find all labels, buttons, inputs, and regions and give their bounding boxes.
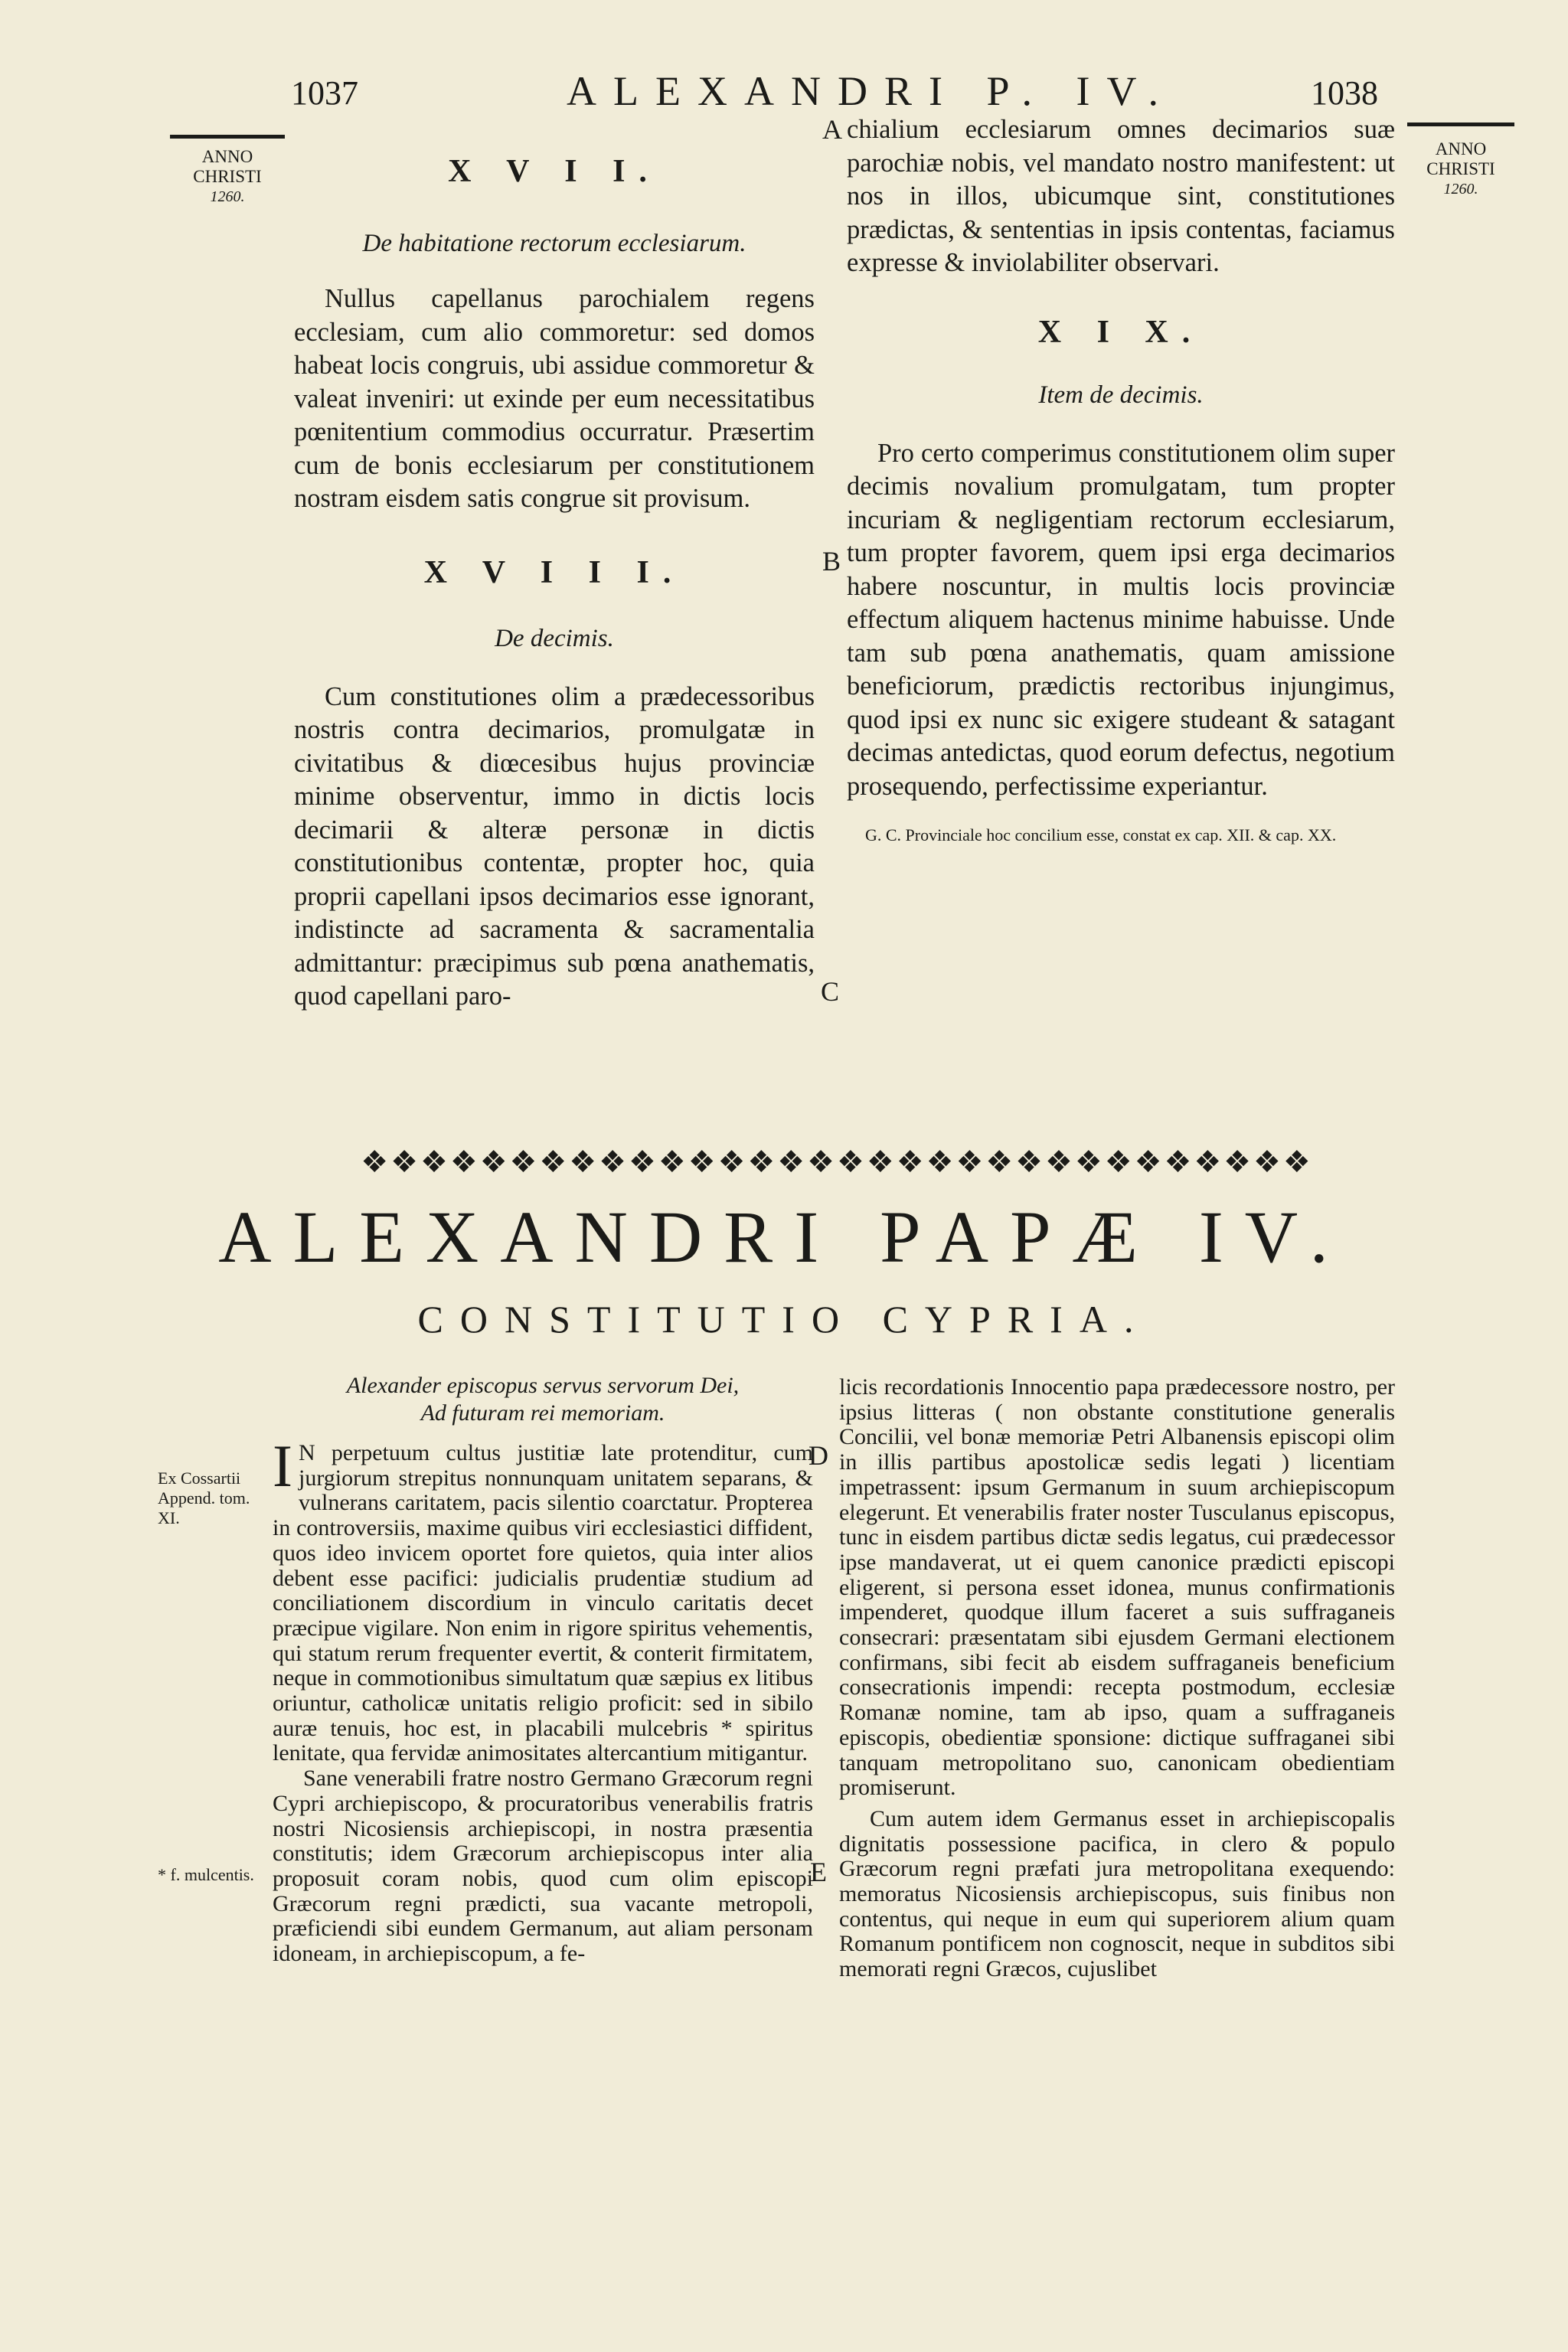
margin-letter-d: D [808,1440,828,1471]
ornament-glyphs: ❖❖❖❖❖❖❖❖❖❖❖❖❖❖❖❖❖❖❖❖❖❖❖❖❖❖❖❖❖❖❖❖ [361,1145,1313,1179]
anno-rule-left [170,135,285,139]
section-text-18: Cum constitutiones olim a prædecessoribus nostris contra decimarios, promulgatæ in civitatibus & diœcesibus hujus provinciæ minime observentur, immo in dictis locis decimarii & alteræ personæ in dictis constitutionibus contentæ, propter hoc, quia proprii capellani ipsos decimarios esse ignorant, indistincte ad sacramenta & sacramentalia admittantur: præcipimus sub pœna anathematis, quod capellani paro- [294,681,815,1011]
side-note-variant: * f. mulcentis. [158,1865,254,1884]
section-text-17: Nullus capellanus parochialem regens ecclesiam, cum alio commoretur: sed domos habeat locis congruis, ubi assidue commoretur & valeat inveniri: ut exinde per eum necessitatibus pœnitentium commodius occurratur. Præsertim cum de bonis ecclesiarum per constitutionem nostram eisdem satis congrue sit provisum. [294,284,815,513]
section-heading-18: X V I I I. [423,554,685,590]
salutation-line-1: Alexander episcopus servus servorum Dei, [346,1373,740,1398]
anno-box-left: ANNO CHRISTI 1260. [193,147,262,205]
anno-rule-right [1407,122,1514,126]
section-text-19: Pro certo comperimus constitutionem olim super decimis novalium promulgatam, tum propter incuriam & negligentiam rectorum ecclesiarum, tum propter favorem, quem ipsi erga decimarios habere noscuntur, in multis locis provinciæ effectum aliquem hactenus minime habuisse. Unde tam sub pœna anathematis, quam amissione beneficiorum, prædictis rectoribus injungimus, quod ipsi ex nunc sic exigere studeant & satagant decimas antedictas, quod eorum defectus, negotium prosequendo, perfectissime experiantur. [847,438,1395,801]
page-number-right: 1038 [1311,74,1378,112]
margin-letter-e: E [810,1857,827,1887]
margin-letter-c: C [821,976,840,1007]
margin-letter-b: B [822,546,841,577]
section-title-18: De decimis. [495,624,614,652]
salutation-line-2: Ad futuram rei memoriam. [420,1400,665,1426]
document-subtitle: CONSTITUTIO CYPRIA. [417,1298,1151,1341]
document-text-right-1: licis recordationis Innocentio papa prædecessore nostro, per ipsius litteras ( non obstante constitutione generalis Concilii, vel bonæ memoriæ Petri Albanensis episcopi olim in illis partibus apostolicæ sedis legati ) licentiam impetrassent: ipsum Germanum in suum archiepiscopum elegerunt. Et venerabilis frater noster Tusculanus episcopus, tunc in eisdem partibus dictæ sedis legatus, cui prædecessor ipse mandaverat, ut ei quem canonice prædicti episcopi eligerent, si persona esset idonea, munus confirmationis impenderet, quodque illum faceret a suis suffraganeis consecrari: præsentatam sibi ejusdem Germani electionem confirmans, sibi fecit ab eisdem suffraganeis beneficium consecrationis impendi: recepta postmodum, ecclesiæ Romanæ nomine, tam ab ipso, quam a suffraganeis episcopis, obedientiæ sponsione: dictique suffraganei sibi tanquam metropolitano suo, canonicam obedientiam promiserunt. [839,1374,1395,1801]
lower-right-column [839,1375,1395,1982]
margin-letter-a: A [822,114,842,145]
document-text-left-2: Sane venerabili fratre nostro Germano Græcorum regni Cypri archiepiscopo, & procuratoribus venerabilis fratris nostri Nicosiensis archiepiscopi, in nostra præsentia constitutis; idem Græcorum archiepiscopus inter alia proposuit coram nobis, quod cum olim episcopi Græcorum regni prædicti, sua vacante metropoli, præficiendi sibi eundem Germanum, aut aliam personam idoneam, in archiepiscopum, a fe- [273,1766,813,1967]
footnote: G. C. Provinciale hoc concilium esse, constat ex cap. XII. & cap. XX. [865,825,1337,844]
lower-left-column [273,1372,813,1967]
left-column [294,153,815,1014]
section-title-19: Item de decimis. [1038,381,1204,409]
page-number-left: 1037 [291,74,358,112]
right-column [847,113,1395,845]
document-title: ALEXANDRI PAPÆ IV. [218,1196,1350,1278]
section-text-18-cont: chialium ecclesiarum omnes decimarios suæ parochiæ nobis, vel mandato nostro manifestent: ut nos in illos, ubicumque sint, constitutiones prædictas, & sententias in ipsis contentas, faciamus expresse & inviolabiliter observari. [847,115,1395,277]
section-heading-19: X I X. [1037,314,1204,350]
section-heading-17: X V I I. [448,154,661,189]
drop-cap: I [273,1432,292,1499]
section-title-17: De habitatione rectorum ecclesiarum. [362,230,746,257]
document-text-right-2: Cum autem idem Germanus esset in archiepiscopalis dignitatis possessione pacifica, in clero & populo Græcorum regni præfati jura metropolitana exequendo: memoratus Nicosiensis archiepiscopus, suis finibus non contentus, qui neque in eum qui superiorem alium quam Romanum pontificem non cognoscit, neque in subditos sibi memorati regni Græcos, cujuslibet [839,1805,1395,1982]
document-text-left-1 [273,1432,813,1766]
anno-box-right: ANNO CHRISTI 1260. [1426,139,1495,198]
running-title: ALEXANDRI P. IV. [567,68,1176,114]
document-text-left-1-body: N perpetuum cultus justitiæ late protenditur, cum jurgiorum strepitus nonnunquam unitatem separans, & vulnerans caritatem, pacis silentio coarctatur. Propterea in controversiis, maxime quibus viri ecclesiastici diffident, quos ideo invicem oportet fore quietos, quia inter alios debent esse pacifici: judicialis prudentiæ studium ad conciliationem discordium in vinculo caritatis decet præcipue vigilare. Non enim in rigore spiritus vehementis, qui statum rerum frequenter evertit, & conterit firmitatem, neque in commotionibus simultatum quæ sæpius ex litibus oriuntur, catholicæ unitatis religio proficit: sed in sibilo auræ tenuis, hoc est, in placabili mulcebris * spiritus lenitate, qua fervidæ animositates altercantium mitigantur. [273,1440,813,1766]
ornament-band [282,1144,1392,1178]
side-note-source: Ex Cossartii Append. tom. XI. [158,1468,250,1527]
